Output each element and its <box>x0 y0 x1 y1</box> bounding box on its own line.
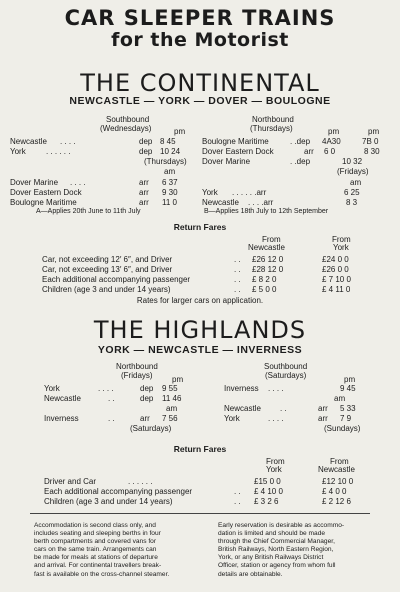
fare-value: £ 3 2 6 <box>254 497 279 506</box>
main-title: CAR SLEEPER TRAINS <box>64 6 336 30</box>
fare-value: £ 5 0 0 <box>252 285 277 294</box>
timetable-station: Newcastle <box>44 394 81 403</box>
footer-line: York, or any British Railways District <box>218 554 324 562</box>
footer-line: fast is available on the cross-channel steamer. <box>34 570 170 578</box>
fare-value: £28 12 0 <box>252 265 284 274</box>
continental-title: THE CONTINENTAL <box>80 69 320 97</box>
southbound-heading: Southbound <box>264 362 308 371</box>
timetable-ampm: am <box>164 167 176 176</box>
timetable-mode: arr <box>139 178 149 187</box>
timetable-mode: dep <box>139 137 153 146</box>
leader-dots: . . . . <box>70 178 86 187</box>
timetable-station: Newcastle <box>202 198 239 207</box>
timetable-time: 11 0 <box>162 198 177 207</box>
fare-value: £15 0 0 <box>254 477 281 486</box>
leader-dots: . . . . <box>60 137 76 146</box>
leader-dots: . . <box>234 275 241 284</box>
northbound-days: (Fridays) <box>121 371 153 380</box>
timetable-station: Dover Marine <box>10 178 59 187</box>
leader-dots: . . . . <box>98 384 114 393</box>
fare-label: Children (age 3 and under 14 years) <box>42 285 171 294</box>
leader-dots: . . <box>234 265 241 274</box>
footer-line: dation is limited and should be made <box>218 530 326 538</box>
timetable-mode: arr <box>140 414 150 423</box>
fare-value: £ 4 11 0 <box>322 285 351 294</box>
fares-title: Return Fares <box>173 222 227 232</box>
timetable-time: 6 25 <box>344 188 360 197</box>
fare-label: Driver and Car <box>44 477 97 486</box>
southbound-pm: pm <box>344 375 356 384</box>
timetable-mode: arr <box>304 147 314 156</box>
timetable-time: 9 55 <box>162 384 178 393</box>
timetable-station: York <box>224 414 240 423</box>
timetable-station: York <box>44 384 60 393</box>
timetable-time: 8 30 <box>364 147 380 156</box>
timetable-time: 7 56 <box>162 414 178 423</box>
northbound-pm: pm <box>172 375 184 384</box>
timetable-station: Inverness <box>224 384 259 393</box>
footer-right-note <box>218 522 344 579</box>
fare-value: £24 0 0 <box>322 255 349 264</box>
timetable-time: 10 32 <box>342 157 363 166</box>
fare-value: £ 7 10 0 <box>322 275 351 284</box>
timetable-station: Boulogne Maritime <box>202 137 269 146</box>
footer-line: berth compartments and covered vans for <box>34 538 157 546</box>
timetable-time: 9 30 <box>162 188 178 197</box>
fares-col-head: From <box>330 457 349 466</box>
timetable-time: 11 46 <box>162 394 182 403</box>
leader-dots: . . . . <box>268 414 284 423</box>
fare-label: Car, not exceeding 13′ 6″, and Driver <box>42 265 173 274</box>
southbound-heading: Southbound <box>106 115 150 124</box>
footer-line: cars on the same train. Arrangements can <box>34 546 157 554</box>
leader-dots: . . <box>234 497 241 506</box>
timetable-mode: dep <box>140 394 154 403</box>
timetable-mode: dep <box>139 147 153 156</box>
timetable-mode: arr <box>318 414 328 423</box>
fare-label: Each additional accompanying passenger <box>44 487 193 496</box>
subtitle: for the Motorist <box>111 29 289 51</box>
fare-value: £26 12 0 <box>252 255 284 264</box>
timetable-station: Inverness <box>44 414 79 423</box>
continental-route: NEWCASTLE — YORK — DOVER — BOULOGNE <box>69 95 331 107</box>
leader-dots: . . <box>234 285 241 294</box>
fare-value: £ 8 2 0 <box>252 275 277 284</box>
footer-line: through the Chief Commercial Manager, <box>218 538 335 546</box>
northbound-days: (Thursdays) <box>250 124 293 133</box>
fares-col-head: From <box>332 235 351 244</box>
timetable-day: (Sundays) <box>324 424 361 433</box>
footer-left-note <box>34 522 169 579</box>
timetable-station: York <box>10 147 26 156</box>
leader-dots: . . <box>108 394 115 403</box>
timetable-mode: arr <box>139 188 149 197</box>
leader-dots: . . . . . . <box>46 147 71 156</box>
timetable-station: York <box>202 188 218 197</box>
timetable-time: 9 45 <box>340 384 356 393</box>
timetable-time: 5 33 <box>340 404 356 413</box>
timetable-time: 6 0 <box>324 147 336 156</box>
southbound-pm: pm <box>174 127 186 136</box>
southbound-days: (Saturdays) <box>265 371 307 380</box>
fares-col-sub: Newcastle <box>318 465 355 474</box>
timetable-day: (Saturdays) <box>130 424 172 433</box>
timetable-day: (Thursdays) <box>144 157 187 166</box>
northbound-pm-2: pm <box>368 127 380 136</box>
fare-label: Car, not exceeding 12′ 6″, and Driver <box>42 255 173 264</box>
leader-dots: . . <box>234 255 241 264</box>
footer-line: includes seating and sleeping berths in four <box>34 530 161 538</box>
southbound-note: A—Applies 20th June to 11th July <box>36 208 141 215</box>
leader-dots: . . . . <box>268 384 284 393</box>
fares-col-sub: York <box>333 243 349 252</box>
leader-dots: . . . . . . <box>128 477 153 486</box>
timetable-mode: arr <box>139 198 149 207</box>
timetable-station: Newcastle <box>10 137 47 146</box>
leader-dots: . . <box>234 487 241 496</box>
timetable-ampm: am <box>350 178 362 187</box>
timetable-station: Boulogne Maritime <box>10 198 77 207</box>
fares-note: Rates for larger cars on application. <box>136 296 264 305</box>
timetable-time: 8 3 <box>346 198 358 207</box>
timetable-mode: arr <box>318 404 328 413</box>
timetable-time: 10 24 <box>160 147 181 156</box>
timetable-station: Dover Eastern Dock <box>10 188 82 197</box>
fares-col-sub: Newcastle <box>248 243 285 252</box>
footer-line: details are obtainable. <box>218 570 283 578</box>
timetable-ampm: am <box>166 404 178 413</box>
footer-line: Early reservation is desirable as accommo- <box>218 522 345 529</box>
leader-dots: . . <box>280 404 287 413</box>
northbound-heading: Northbound <box>116 362 158 371</box>
timetable-station: Dover Marine <box>202 157 251 166</box>
timetable-mode: dep <box>140 384 154 393</box>
timetable-mode: . .dep <box>290 157 311 166</box>
footer-line: Officer, station or agency from whom full <box>218 562 336 570</box>
footer-line: be made for meals at stations of departure <box>34 554 158 562</box>
fare-value: £12 10 0 <box>322 477 354 486</box>
timetable-station: Newcastle <box>224 404 261 413</box>
footer-line: Accommodation is second class only, and <box>34 522 156 529</box>
fare-label: Each additional accompanying passenger <box>42 275 191 284</box>
fare-value: £ 2 12 6 <box>322 497 351 506</box>
timetable-time: 7B 0 <box>362 137 379 146</box>
fare-value: £ 4 10 0 <box>254 487 283 496</box>
footer-line: British Railways, North Eastern Region, <box>218 546 334 554</box>
divider <box>30 513 370 514</box>
fare-value: £ 4 0 0 <box>322 487 347 496</box>
footer-line: and arrival. For continental travellers break- <box>34 562 162 570</box>
northbound-pm-1: pm <box>328 127 340 136</box>
timetable-time: 6 37 <box>162 178 178 187</box>
timetable-time: 8 45 <box>160 137 176 146</box>
timetable-mode: . . . .arr <box>248 198 274 207</box>
timetable-mode: . .dep <box>290 137 311 146</box>
fare-value: £26 0 0 <box>322 265 349 274</box>
northbound-note: B—Applies 18th July to 12th September <box>204 208 329 215</box>
fares-col-head: From <box>266 457 285 466</box>
highlands-title: THE HIGHLANDS <box>93 316 307 344</box>
fares-col-sub: York <box>266 465 282 474</box>
northbound-heading: Northbound <box>252 115 294 124</box>
timetable-time: 4A30 <box>322 137 341 146</box>
leader-dots: . . <box>108 414 115 423</box>
fare-label: Children (age 3 and under 14 years) <box>44 497 173 506</box>
southbound-days: (Wednesdays) <box>100 124 152 133</box>
fares-col-head: From <box>262 235 281 244</box>
highlands-route: YORK — NEWCASTLE — INVERNESS <box>97 344 303 356</box>
timetable-mode: . . . . . .arr <box>232 188 267 197</box>
timetable-time: 7 9 <box>340 414 352 423</box>
timetable-ampm: am <box>334 394 346 403</box>
fares-title: Return Fares <box>173 444 227 454</box>
timetable-day: (Fridays) <box>337 167 369 176</box>
timetable-station: Dover Eastern Dock <box>202 147 274 156</box>
